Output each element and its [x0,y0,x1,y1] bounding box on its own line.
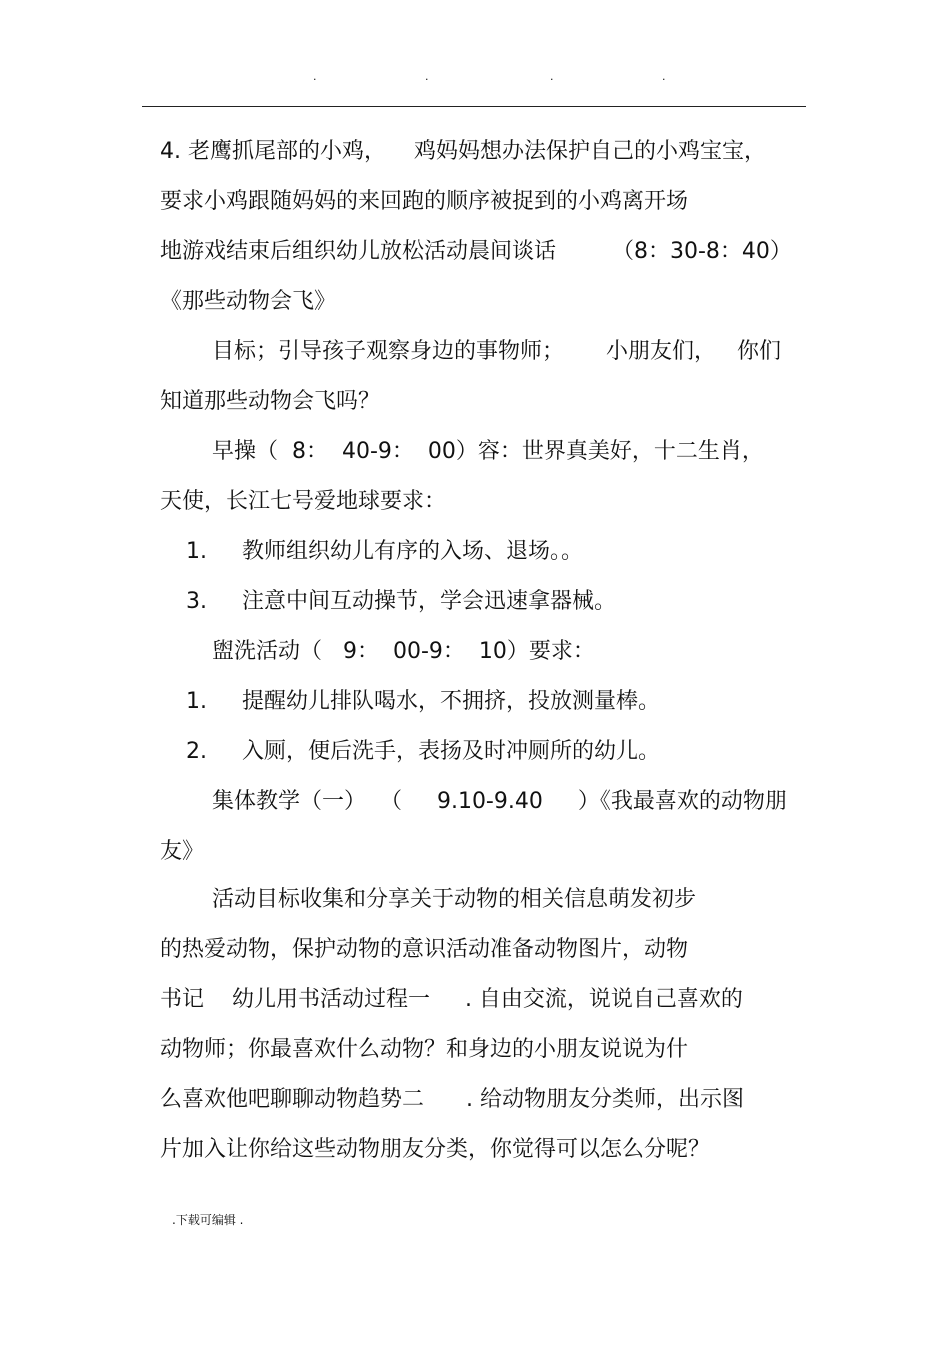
text-line: 集体教学（一） （ 9.10-9.40 ）《我最喜欢的动物朋 [212,789,787,814]
list-item: 2. 入厕，便后洗手，表扬及时冲厕所的幼儿。 [186,739,660,764]
header-dot: . [550,70,554,83]
header-dot: . [662,70,666,83]
text-line: 活动目标收集和分享关于动物的相关信息萌发初步 [212,887,697,912]
text-line: 友》 [160,839,205,864]
text-line: 地游戏结束后组织幼儿放松活动晨间谈话 （8：30-8：40） [160,239,792,264]
text-line: 书记 幼儿用书活动过程一 . 自由交流，说说自己喜欢的 [160,987,743,1012]
text-line: 么喜欢他吧聊聊动物趋势二 . 给动物朋友分类师，出示图 [160,1087,744,1112]
text-line: 4. 老鹰抓尾部的小鸡， 鸡妈妈想办法保护自己的小鸡宝宝， [160,139,766,164]
text-line: 盥洗活动（ 9： 00-9： 10）要求： [212,639,595,664]
text-line: 《那些动物会飞》 [160,289,337,314]
list-item: 3. 注意中间互动操节，学会迅速拿器械。 [186,589,616,614]
header-dot: . [313,70,317,83]
text-line: 要求小鸡跟随妈妈的来回跑的顺序被捉到的小鸡离开场 [160,189,689,214]
header-dot: . [425,70,429,83]
text-line: 早操（ 8： 40-9： 00）容：世界真美好，十二生肖， [212,439,764,464]
text-line: 动物师；你最喜欢什么动物？和身边的小朋友说说为什 [160,1037,689,1062]
text-line: 天使，长江七号爱地球要求： [160,489,447,514]
list-item: 1. 教师组织幼儿有序的入场、退场。。 [186,539,583,564]
page-footer: .下载可编辑 . [172,1213,244,1227]
text-line: 目标；引导孩子观察身边的事物师； 小朋友们， 你们 [212,339,781,364]
text-line: 知道那些动物会飞吗？ [160,389,381,414]
list-item: 1. 提醒幼儿排队喝水，不拥挤，投放测量棒。 [186,689,660,714]
header-rule [142,106,806,107]
text-line: 片加入让你给这些动物朋友分类，你觉得可以怎么分呢？ [160,1137,711,1162]
text-line: 的热爱动物，保护动物的意识活动准备动物图片，动物 [160,937,689,962]
